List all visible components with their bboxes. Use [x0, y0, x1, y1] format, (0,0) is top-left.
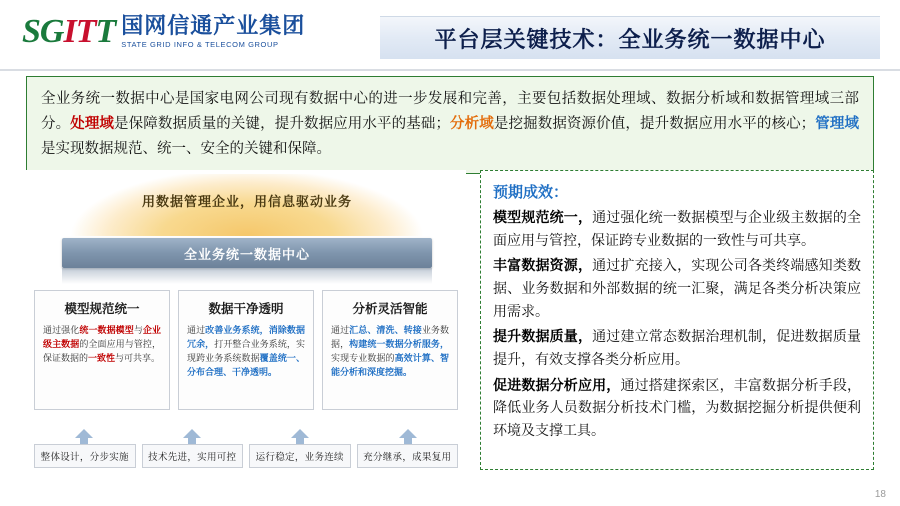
pillar-card-title: 模型规范统一 — [64, 302, 140, 316]
summary-seg-2: 是保障数据质量的关键，提升数据应用水平的基础； — [114, 115, 450, 132]
pillar-card-text: 通过改善业务系统，消除数据冗余，打开整合业务系统，实现跨业务系统数据覆盖统一、分布合理、干净透明。 — [187, 325, 305, 377]
pillar-card-list — [34, 290, 458, 410]
page-number: 18 — [874, 489, 886, 500]
center-bar-label: 全业务统一数据中心 — [183, 246, 310, 262]
effects-title: 预期成效： — [493, 185, 569, 201]
principle-pill-list — [34, 444, 458, 468]
summary-paragraph — [41, 87, 859, 162]
slide-title-bar — [380, 16, 880, 59]
summary-keyword-2: 分析域 — [449, 115, 494, 132]
effect-item — [493, 208, 861, 253]
pillar-card — [34, 290, 170, 410]
principle-pill: 整体设计，分步实施 — [34, 444, 136, 468]
arrow-cell — [250, 416, 350, 442]
effect-item-body: 通过建立常态数据治理机制，促进数据质量提升，有效支撑各类分析应用。 — [493, 330, 862, 369]
arrow-row — [34, 416, 458, 442]
company-logo — [22, 14, 305, 49]
summary-seg-4: 是实现数据规范、统一、安全的关键和保障。 — [41, 140, 331, 157]
effect-item-lead: 促进数据分析应用， — [493, 378, 621, 394]
header-divider — [0, 69, 900, 71]
center-bar-shadow — [62, 268, 432, 284]
principle-pill: 充分继承，成果复用 — [357, 444, 459, 468]
arrow-cell — [34, 416, 134, 442]
summary-keyword-1: 处理域 — [70, 115, 115, 132]
effect-item-lead: 提升数据质量， — [493, 330, 593, 346]
logo-chinese-name: 国网信通产业集团 — [121, 13, 306, 38]
summary-box — [26, 76, 874, 174]
pillar-card-text: 通过汇总、清洗、转接业务数据，构建统一数据分析服务，实现专业数据的高效计算、智能分析和深度挖掘。 — [331, 325, 449, 377]
center-bar — [62, 238, 432, 268]
pillar-card-title: 分析灵活智能 — [352, 302, 428, 316]
arrow-cell — [358, 416, 458, 442]
summary-seg-3: 是挖掘数据资源价值，提升数据应用水平的核心； — [493, 115, 816, 132]
summary-keyword-3: 管理域 — [815, 115, 860, 132]
effect-item — [493, 376, 861, 444]
expected-effects-panel — [480, 170, 874, 470]
architecture-diagram — [26, 170, 466, 470]
slide-header — [0, 0, 900, 70]
effect-item-lead: 模型规范统一， — [493, 211, 593, 226]
page-title: 平台层关键技术：全业务统一数据中心 — [434, 26, 826, 52]
pillar-card — [178, 290, 314, 410]
dome-slogan: 用数据管理企业，用信息驱动业务 — [141, 194, 352, 209]
logo-mark-icon: SGITT — [22, 12, 116, 50]
pillar-card-text: 通过强化统一数据模型与企业级主数据的全面应用与管控，保证数据的一致性与可共享。 — [43, 325, 161, 363]
effect-item — [493, 327, 861, 372]
pillar-card — [322, 290, 458, 410]
effect-item-body: 通过扩充接入，实现公司各类终端感知类数据、业务数据和外部数据的统一汇聚，满足各类分析决策应用需求。 — [493, 259, 862, 320]
summary-seg-1: 全业务统一数据中心是国家电网公司现有数据中心的进一步发展和完善，主要包括数据处理域、数据分析域和数据管理域三部分。 — [41, 91, 859, 132]
pillar-card-title: 数据干净透明 — [208, 302, 284, 316]
arrow-cell — [142, 416, 242, 442]
effect-item-body: 通过强化统一数据模型与企业级主数据的全面应用与管控，保证跨专业数据的一致性与可共享。 — [493, 211, 862, 249]
effect-item — [493, 256, 861, 324]
principle-pill: 技术先进，实用可控 — [142, 444, 244, 468]
effect-item-body: 通过搭建探索区，丰富数据分析手段，降低业务人员数据分析技术门槛，为数据挖掘分析提供便利环境及支撑工具。 — [493, 378, 862, 440]
logo-english-name: STATE GRID INFO & TELECOM GROUP — [121, 40, 279, 50]
effect-item-lead: 丰富数据资源， — [493, 259, 593, 275]
principle-pill: 运行稳定，业务连续 — [249, 444, 351, 468]
dome-graphic — [42, 174, 452, 236]
